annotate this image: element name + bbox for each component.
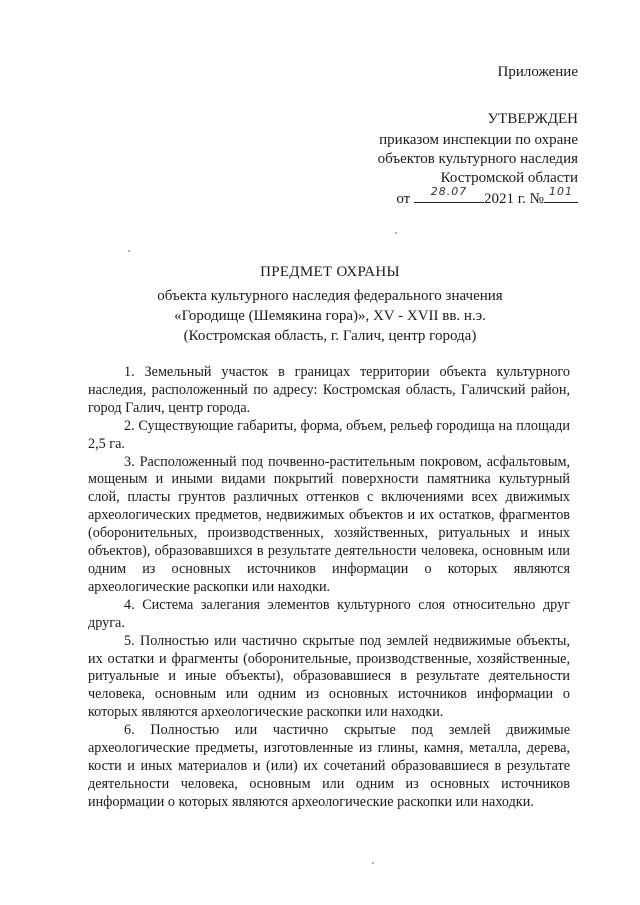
document-title-block [100,262,560,346]
title-subline-1: объекта культурного наследия федерального значения [157,288,503,304]
appendix-label: Приложение [497,64,578,80]
scan-speck [128,250,130,252]
title-subline-2: «Городище (Шемякина гора)», XV - XVII вв. н.э. [174,308,486,324]
approval-block [300,110,578,209]
handwritten-number: 101 [549,185,573,198]
title-subline-3: (Костромская область, г. Галич, центр города) [183,328,477,344]
list-item-6: 6. Полностью или частично скрытые под землей движимые археологические предметы, изготовленные из глины, камня, металла, дерева, кости и иных материалов и (или) их сочетаний образовавшиеся в результате деятельности человека, основным или одним из основных источников информации о которых являются археологические раскопки или находки. [88,722,570,810]
approval-date-line [300,185,578,209]
list-item-4: 4. Система залегания элементов культурного слоя относительно друг друга. [88,596,570,631]
approval-line-1: приказом инспекции по охране [379,132,578,148]
number-blank [544,185,578,203]
date-prefix: от [396,191,411,207]
list-item-2: 2. Существующие габариты, форма, объем, рельеф городища на площади 2,5 га. [88,417,570,452]
document-title: ПРЕДМЕТ ОХРАНЫ [260,264,400,280]
scan-speck [395,232,397,234]
handwritten-date: 28.07 [430,185,468,198]
approval-line-2: объектов культурного наследия [377,151,578,167]
document-body [88,364,570,812]
scan-speck [372,862,374,864]
date-blank [414,185,484,203]
list-item-1: 1. Земельный участок в границах территории объекта культурного наследия, расположенный по адресу: Костромская область, Галичский район, город Галич, центр города. [88,364,570,416]
approved-heading: УТВЕРЖДЕН [487,111,578,127]
approval-line-3: Костромской области [440,170,578,186]
list-item-5: 5. Полностью или частично скрытые под землей недвижимые объекты, их остатки и фрагменты (оборонительные, производственные, хозяйственные, ритуальные и иные объекты), образовавшиеся в результате деятельности человека, основным или одним из основных источников информации о которых являются археологические раскопки или находки. [88,632,570,721]
list-item-3: 3. Расположенный под почвенно-растительным покровом, асфальтовым, мощеным и иными видами покрытий поверхности памятника культурный слой, пласты грунтов различных оттенков с включениями всех движимых археологических предметов, недвижимых объектов и их остатков, фрагментов (оборонительных, производственных, хозяйственных, ритуальных и иных объектов), образовавшихся в результате деятельности человека, основным или одним из основных источников информации о которых являются археологические раскопки или находки. [88,453,570,595]
year-text: 2021 г. № [483,191,544,207]
